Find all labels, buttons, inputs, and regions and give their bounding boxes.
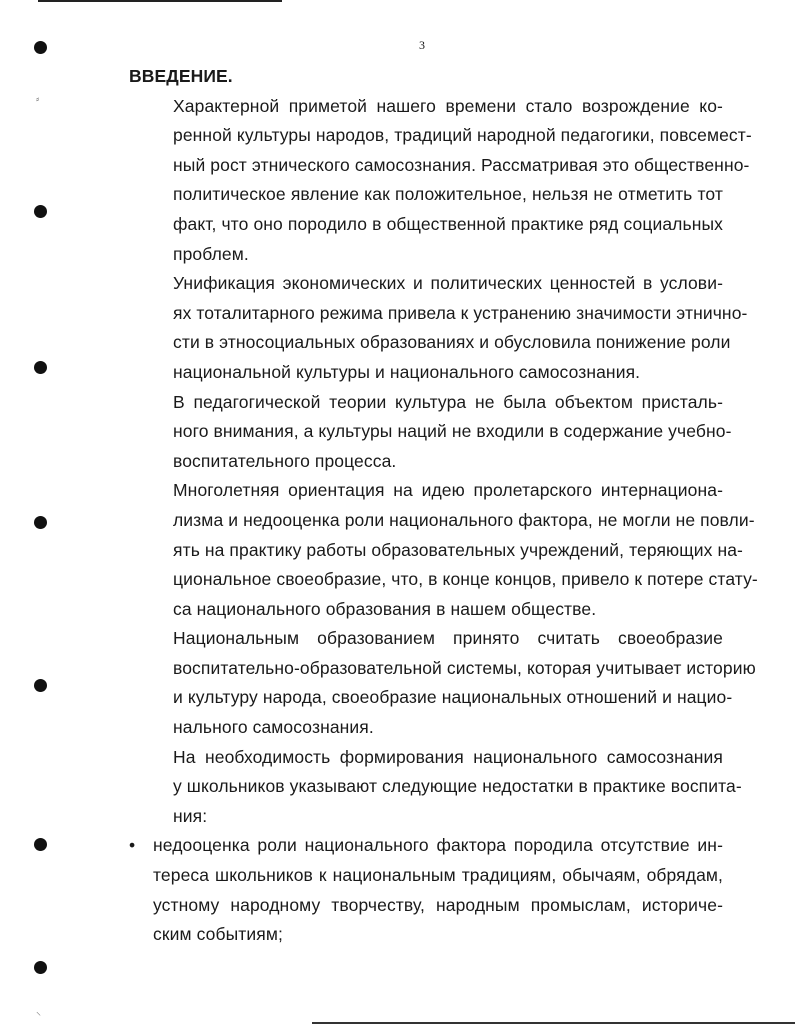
text-line: у школьников указывают следующие недостатки в практике воспита- xyxy=(173,776,742,797)
text-line: сти в этносоциальных образованиях и обусловила понижение роли xyxy=(173,332,731,353)
punch-hole xyxy=(34,838,47,851)
bullet-item xyxy=(129,831,723,949)
paragraph xyxy=(129,624,756,742)
text-line: воспитательно-образовательной системы, которая учитывает историю xyxy=(173,657,756,678)
text-line: лизма и недооценка роли национального фактора, не могли не повли- xyxy=(173,509,755,530)
scan-edge-top xyxy=(38,0,282,2)
text-line: ях тоталитарного режима привела к устранению значимости этнично- xyxy=(173,302,748,323)
scan-edge-bottom xyxy=(312,1022,795,1024)
text-line: проблем. xyxy=(173,243,249,264)
text-line: ским событиям; xyxy=(153,924,283,945)
text-line: Унификация экономических и политических ценностей в услови- xyxy=(173,273,723,294)
text-line: политическое явление как положительное, нельзя не отметить тот xyxy=(173,184,723,205)
text-line: воспитательного процесса. xyxy=(173,450,397,471)
punch-hole xyxy=(34,41,47,54)
bullet-marker: • xyxy=(129,835,136,856)
punch-hole xyxy=(34,205,47,218)
punch-hole xyxy=(34,961,47,974)
text-line: и культуру народа, своеобразие национальных отношений и нацио- xyxy=(173,687,733,708)
paragraph-list xyxy=(129,92,758,832)
text-line: ять на практику работы образовательных учреждений, теряющих на- xyxy=(173,539,743,560)
paragraph xyxy=(129,92,752,270)
text-line: факт, что оно породило в общественной практике ряд социальных xyxy=(173,213,723,234)
text-line: Национальным образованием принято считать своеобразие xyxy=(173,628,723,649)
text-line: тереса школьников к национальным традициям, обычаям, обрядам, xyxy=(153,865,723,886)
punch-hole xyxy=(34,361,47,374)
text-line: недооценка роли национального фактора породила отсутствие ин- xyxy=(153,835,723,856)
paragraph xyxy=(129,743,742,832)
paragraph xyxy=(129,269,748,387)
scan-speck: ⸗ xyxy=(36,94,40,105)
text-line: В педагогической теории культура не была объектом присталь- xyxy=(173,391,723,412)
text-line: ный рост этнического самосознания. Рассматривая это общественно- xyxy=(173,154,750,175)
text-line: ния: xyxy=(173,805,208,826)
text-line: На необходимость формирования национального самосознания xyxy=(173,746,723,767)
punch-hole xyxy=(34,516,47,529)
text-line: са национального образования в нашем обществе. xyxy=(173,598,597,619)
document-body xyxy=(129,62,758,950)
text-line: устному народному творчеству, народным промыслам, историче- xyxy=(153,894,723,915)
text-line: ренной культуры народов, традиций народной педагогики, повсемест- xyxy=(173,125,752,146)
text-line: Характерной приметой нашего времени стало возрождение ко- xyxy=(173,95,723,116)
text-line: циональное своеобразие, что, в конце концов, привело к потере стату- xyxy=(173,569,758,590)
text-line: ного внимания, а культуры наций не входили в содержание учебно- xyxy=(173,421,732,442)
text-line: национальной культуры и национального самосознания. xyxy=(173,361,641,382)
paragraph xyxy=(129,388,732,477)
page-number: 3 xyxy=(419,38,425,52)
text-line: нального самосознания. xyxy=(173,717,374,738)
paragraph xyxy=(129,476,758,624)
section-heading: ВВЕДЕНИЕ. xyxy=(129,66,233,86)
text-line: Многолетняя ориентация на идею пролетарского интернациона- xyxy=(173,480,723,501)
punch-hole xyxy=(34,679,47,692)
scan-speck: ⸌ xyxy=(36,1011,41,1022)
bullet-text xyxy=(153,831,723,949)
